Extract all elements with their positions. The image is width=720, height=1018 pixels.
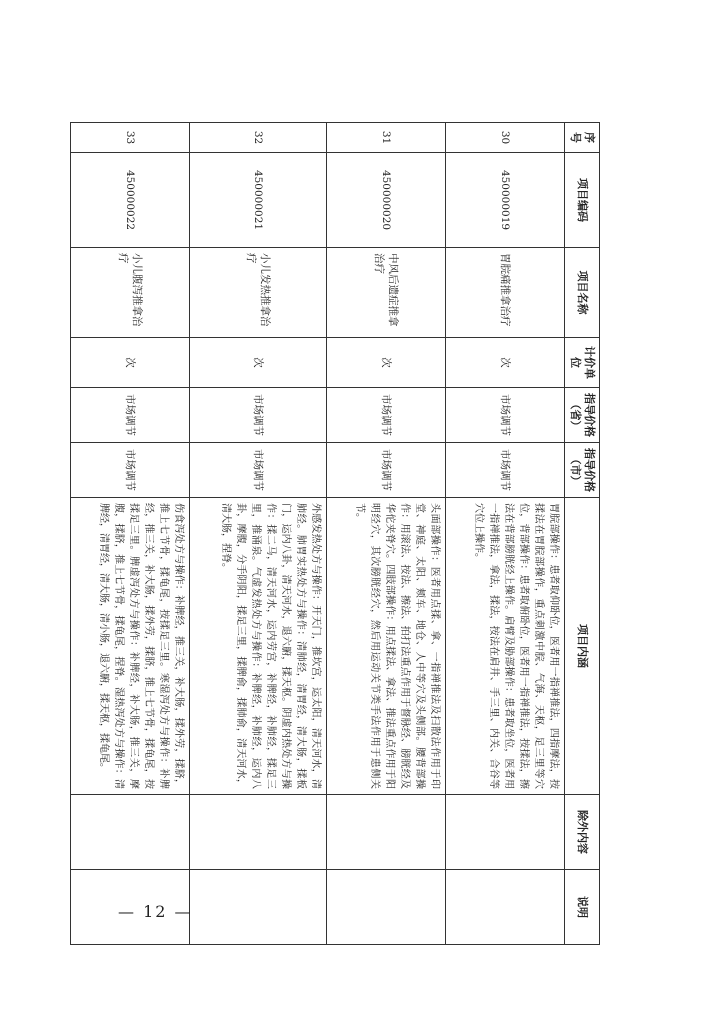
cell-code: 450000020 <box>327 153 446 248</box>
page-number: — 12 — <box>118 902 193 921</box>
cell-code: 450000019 <box>446 153 565 248</box>
cell-content: 胃脘部操作：患者取仰卧位，医者用一指禅推法，四指摩法，按揉法在胃脘部操作，重点刺激中脘、气海、天枢，足三里等穴位，背部操作：患者取俯卧位，医者用一指禅推法，按揉法，擦法在背部膀胱经上操作。肩臂及胁部操作：患者取坐位，医者用一指禅推法，拿法，揉法，按法在肩井、手三里、内关、合谷等穴位上操作。 <box>446 498 565 795</box>
cell-price-city: 市场调节 <box>327 443 446 498</box>
header-price-city: 指导价格（市） <box>565 443 600 498</box>
cell-name: 小儿腹泻推拿治疗 <box>71 248 190 338</box>
cell-price-prov: 市场调节 <box>71 388 190 443</box>
cell-seq: 33 <box>71 123 190 153</box>
cell-exclude <box>446 795 565 870</box>
cell-seq: 31 <box>327 123 446 153</box>
cell-unit: 次 <box>71 338 190 388</box>
header-note: 说明 <box>565 870 600 945</box>
header-content: 项目内涵 <box>565 498 600 795</box>
cell-content: 头面部操作：医者用点揉、拿、一指禅推法及扫散法作用于印堂、神庭、太阳、颊车、地仓、人中等穴及头侧部。腰背部操作：用滚法、按法、擦法、拍打法重点作用于督脉经、膀胱经及华佗夹脊穴。四肢部操作：用点揉法、拿法、推法重点作用于阳明经穴，其次膀胱经穴，然后用运动关节类手法作用于患侧关节。 <box>327 498 446 795</box>
header-seq: 序号 <box>565 123 600 153</box>
header-exclude: 除外内容 <box>565 795 600 870</box>
table-row <box>71 123 190 945</box>
cell-note <box>189 870 326 945</box>
cell-code: 450000021 <box>189 153 326 248</box>
table-row <box>327 123 446 945</box>
cell-name: 中风后遗症推拿治疗 <box>327 248 446 338</box>
cell-note <box>446 870 565 945</box>
cell-exclude <box>327 795 446 870</box>
cell-content: 外感发热处方与操作：开天门，推坎宫，运太阳，清天河水，清肺经。肺胃实热处方与操作：清肺经，清胃经，清大肠，揉板门，运内八卦，清天河水，退六腑，揉天枢。阴虚内热处方与操作：揉二马，清天河水，运内劳宫，补脾经，补肺经，揉足三里，推涌泉。气虚发热处方与操作：补脾经，补肺经，运内八卦，摩腹，分手阴阳，揉足三里，揉脾俞，揉肺俞，清天河水，清大肠，捏脊。 <box>189 498 326 795</box>
cell-price-prov: 市场调节 <box>327 388 446 443</box>
cell-price-city: 市场调节 <box>71 443 190 498</box>
price-table <box>70 122 600 945</box>
header-price-prov: 指导价格（省） <box>565 388 600 443</box>
table-header-row <box>565 123 600 945</box>
cell-exclude <box>189 795 326 870</box>
cell-exclude <box>71 795 190 870</box>
header-name: 项目名称 <box>565 248 600 338</box>
cell-seq: 32 <box>189 123 326 153</box>
cell-price-prov: 市场调节 <box>446 388 565 443</box>
table-row <box>189 123 326 945</box>
header-code: 项目编码 <box>565 153 600 248</box>
cell-seq: 30 <box>446 123 565 153</box>
cell-note <box>327 870 446 945</box>
cell-price-city: 市场调节 <box>446 443 565 498</box>
cell-price-city: 市场调节 <box>189 443 326 498</box>
cell-unit: 次 <box>189 338 326 388</box>
cell-unit: 次 <box>446 338 565 388</box>
cell-code: 450000022 <box>71 153 190 248</box>
table-row <box>446 123 565 945</box>
cell-price-prov: 市场调节 <box>189 388 326 443</box>
cell-content: 伤食泻处方与操作：补脾经，推三关，补大肠，揉外劳，揉脐，推上七节骨，揉龟尾，按揉足三里。寒湿泻处方与操作：补脾经，推三关，补大肠，揉外劳，揉脐，推上七节骨，揉龟尾，按揉足三里。脾虚泻处方与操作：补脾经，补大肠，推三关，摩腹，揉脐，推上七节骨，揉龟尾，捏脊。湿热泻处方与操作：清脾经，清胃经，清大肠，清小肠，退六腑，揉天枢，揉龟尾。 <box>71 498 190 795</box>
cell-unit: 次 <box>327 338 446 388</box>
cell-name: 小儿发热推拿治疗 <box>189 248 326 338</box>
header-unit: 计价单位 <box>565 338 600 388</box>
cell-name: 胃脘痛推拿治疗 <box>446 248 565 338</box>
